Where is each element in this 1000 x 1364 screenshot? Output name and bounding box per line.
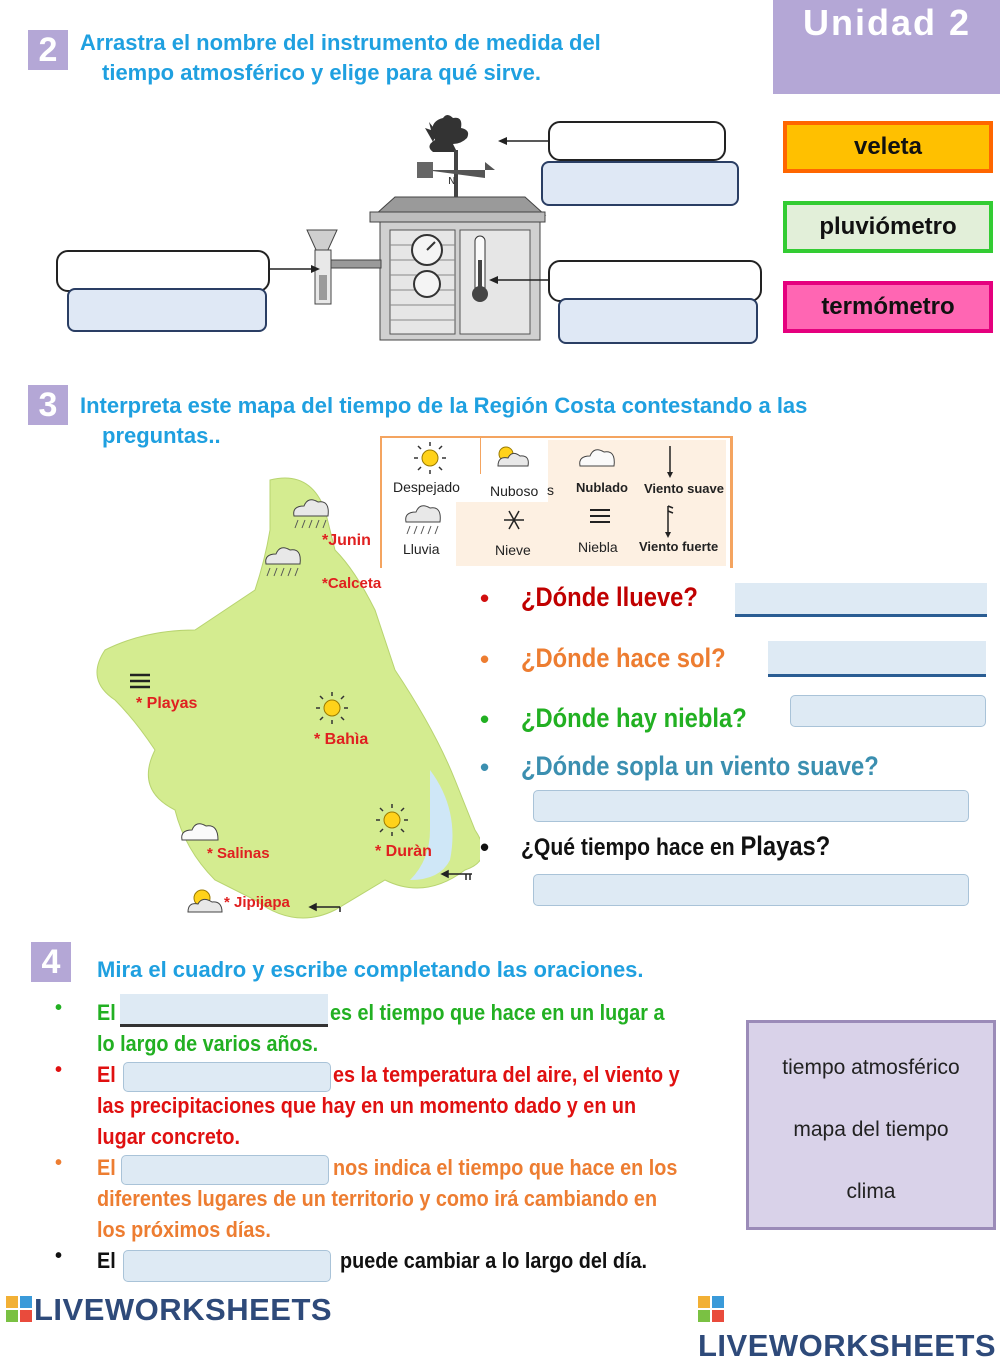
s1-blank-field[interactable] [120,994,328,1027]
footer-logo-right-text: LIVEWORKSHEETS [698,1328,997,1363]
legend-nuboso-tail: s [547,482,554,498]
city-bahia: * Bahìa [314,731,369,748]
question-5-city: Playas? [740,831,831,861]
svg-text:N: N [448,176,456,187]
city-calceta: *Calceta [322,575,382,592]
legend-lluvia: Lluvia [403,541,440,557]
s2-text-c: lugar concreto. [97,1124,241,1149]
ex4-word-mapa-del-tiempo: mapa del tiempo [793,1118,949,1141]
s1-text-b: lo largo de varios años. [97,1031,319,1056]
legend-nublado: Nublado [576,480,628,495]
answer-1-field[interactable] [735,583,987,617]
legend-viento-suave: Viento suave [644,481,724,496]
footer-logo-left [6,1292,332,1328]
city-jipijapa-label: Jipijapa [234,894,290,911]
answer-2-field[interactable] [768,641,986,677]
legend-strong-wind-icon [665,506,673,538]
s4-el: El [97,1248,116,1273]
legend-nuboso: Nuboso [490,483,539,499]
jipijapa-partly-cloudy-icon [188,890,222,912]
legend-cloud-icon [580,450,615,466]
s4-blank-field[interactable] [123,1250,331,1282]
legend-nieve: Nieve [495,542,531,558]
question-1: ¿Dónde llueve? [521,582,698,612]
exercise-3-title-line2: preguntas.. [102,423,221,448]
s2-el: El [97,1062,116,1087]
footer-logo-left-text: LIVEWORKSHEETS [34,1292,333,1327]
city-junin: *Junin [322,532,371,549]
bullet: • [55,1059,63,1081]
legend-viento-fuerte: Viento fuerte [639,539,719,554]
s2-blank-field[interactable] [123,1062,331,1092]
exercise-2-number: 2 [28,30,68,70]
bullet: • [480,832,490,862]
answer-4-field[interactable] [533,790,969,822]
answer-5-field[interactable] [533,874,969,906]
legend-partly-cloudy-icon [498,447,528,466]
s3-text-c: los próximos días. [97,1217,271,1242]
unit-label: Unidad 2 [803,2,972,43]
answer-3-field[interactable] [790,695,986,727]
question-5-text: ¿Qué tiempo hace en [521,834,741,861]
word-veleta[interactable]: veleta [783,121,993,173]
s1-el: El [97,1000,116,1025]
legend-despejado: Despejado [393,479,460,495]
termometro-name-dropzone[interactable] [548,260,762,302]
s3-blank-field[interactable] [121,1155,329,1185]
bullet: • [55,997,63,1019]
ex4-word-tiempo-atmosferico: tiempo atmosférico [782,1056,960,1079]
bullet: • [55,1152,63,1174]
s2-text-a: es la temperatura del aire, el viento y [333,1062,680,1087]
bullet: • [480,583,490,613]
exercise-4-number: 4 [31,942,71,982]
legend-niebla: Niebla [578,539,618,555]
bullet: • [55,1245,63,1267]
word-pluviometro[interactable]: pluviómetro [783,201,993,253]
exercise-3-title-line1: Interpreta este mapa del tiempo de la Región Costa contestando a las [80,393,808,418]
legend-fog-icon [590,510,610,522]
bullet: • [480,752,490,782]
question-3: ¿Dónde hay niebla? [521,703,747,733]
legend-snow-icon [504,511,524,529]
question-2: ¿Dónde hace sol? [521,643,726,673]
exercise-2-title-line1: Arrastra el nombre del instrumento de medida del [80,30,601,55]
pluviometro-name-dropzone[interactable] [56,250,270,292]
city-playas: * Playas [136,695,198,712]
s3-text-b: diferentes lugares de un territorio y como irá cambiando en [97,1186,658,1211]
city-jipijapa: * Jipijapa [224,894,290,911]
liveworksheets-logo-icon [698,1296,724,1322]
s3-el: El [97,1155,116,1180]
pluviometro-purpose-dropzone[interactable] [67,288,267,332]
s3-text-a: nos indica el tiempo que hace en los [333,1155,678,1180]
ex4-word-clima: clima [846,1180,896,1203]
city-salinas: * Salinas [207,845,270,862]
exercise-4-title: Mira el cuadro y escribe completando las oraciones. [97,957,644,982]
veleta-name-dropzone[interactable] [548,121,726,161]
exercise-3-number: 3 [28,385,68,425]
s4-text-a: puede cambiar a lo largo del día. [340,1248,647,1273]
termometro-purpose-dropzone[interactable] [558,298,758,344]
ex4-word-box [746,1020,996,1230]
word-termometro[interactable]: termómetro [783,281,993,333]
s2-text-b: las precipitaciones que hay en un momento dado y en un [97,1093,637,1118]
s1-text-a: es el tiempo que hace en un lugar a [330,1000,665,1025]
legend-gentle-wind-icon [667,446,673,478]
exercise-2-title-line2: tiempo atmosférico y elige para qué sirve. [102,60,541,85]
veleta-purpose-dropzone[interactable] [541,161,739,206]
city-duran: * Duràn [375,843,432,860]
liveworksheets-logo-icon [6,1296,32,1322]
question-5 [521,831,830,862]
footer-logo-right [698,1292,1000,1364]
bullet: • [480,644,490,674]
bullet: • [480,704,490,734]
city-junin-label: Junin [328,532,371,549]
question-4: ¿Dónde sopla un viento suave? [521,751,879,781]
